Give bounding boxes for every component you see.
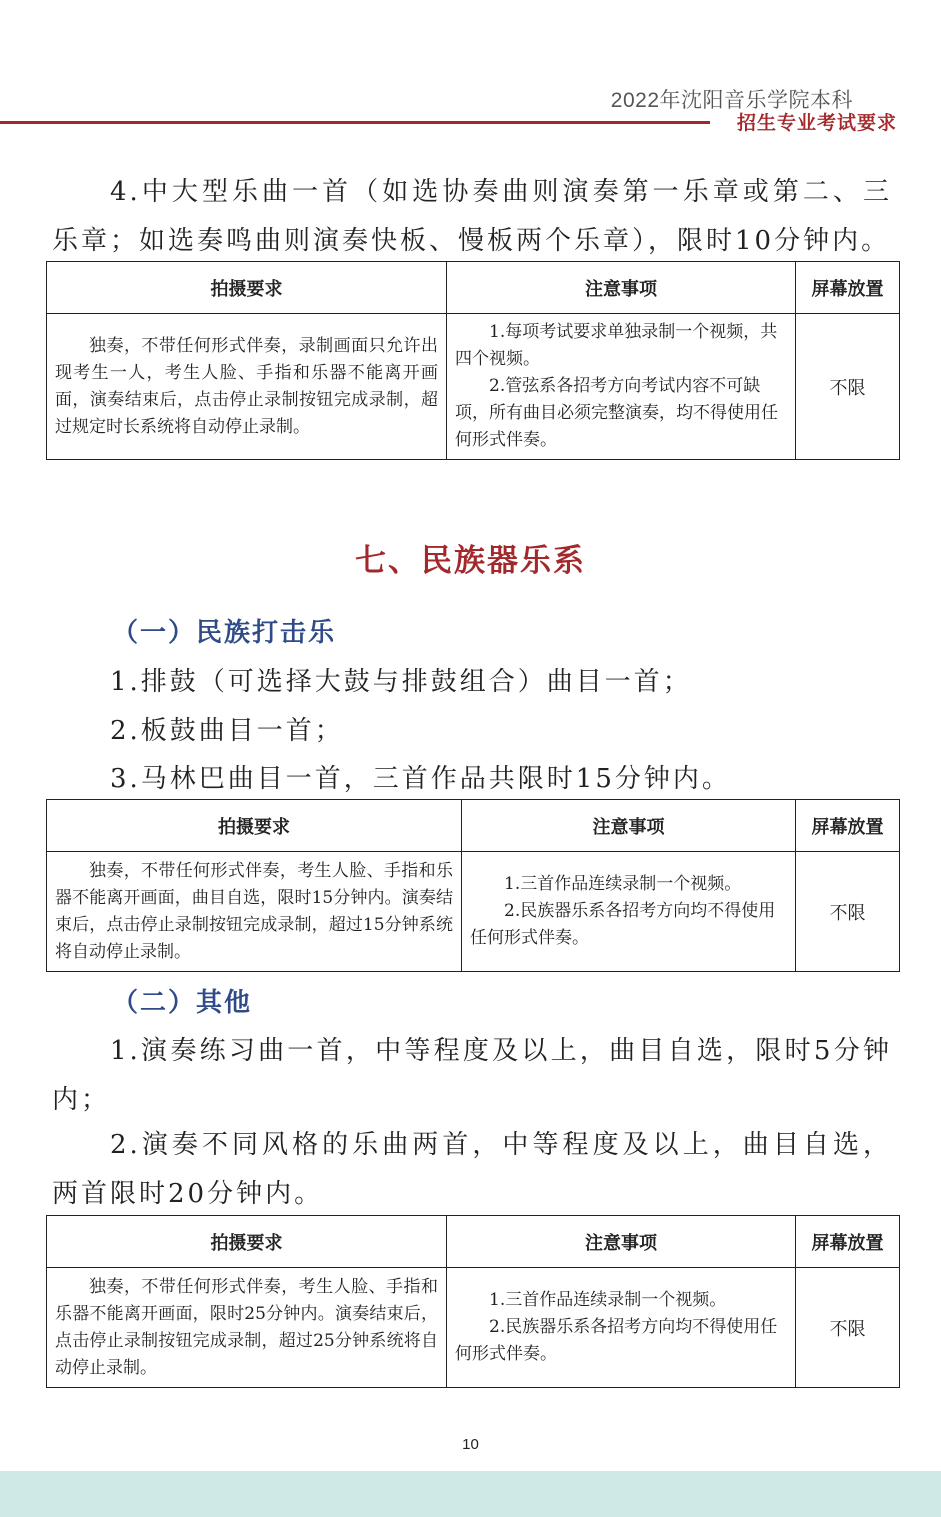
header-notes: 注意事项 (462, 800, 796, 852)
header-screen: 屏幕放置 (796, 1216, 900, 1268)
list-item-text: 1.演奏练习曲一首，中等程度及以上，曲目自选，限时5分钟内； (52, 1036, 892, 1115)
subsection-title-other: （二）其他 (112, 988, 253, 1018)
intro-paragraph (52, 168, 892, 266)
note-item: 2.民族器乐系各招考方向均不得使用任何形式伴奏。 (455, 1317, 778, 1364)
note-item: 1.三首作品连续录制一个视频。 (504, 874, 742, 894)
list-item-text: 1.排鼓（可选择大鼓与排鼓组合）曲目一首； (110, 667, 692, 697)
table-row (47, 314, 900, 460)
shooting-requirements: 独奏，不带任何形式伴奏，考生人脸、手指和乐器不能离开画面，限时25分钟内。演奏结束后，点击停止录制按钮完成录制，超过25分钟系统将自动停止录制。 (47, 1268, 447, 1388)
requirements-table-3 (46, 1215, 900, 1388)
requirements-table-2 (46, 799, 900, 972)
list-item (52, 755, 892, 804)
intro-text: 4.中大型乐曲一首（如选协奏曲则演奏第一乐章或第二、三乐章；如选奏鸣曲则演奏快板、慢板两个乐章），限时10分钟内。 (52, 177, 892, 256)
list-item (52, 658, 892, 707)
shooting-requirements: 独奏，不带任何形式伴奏，录制画面只允许出现考生一人，考生人脸、手指和乐器不能离开画面，演奏结束后，点击停止录制按钮完成录制，超过规定时长系统将自动停止录制。 (47, 314, 447, 460)
list-item (52, 707, 892, 756)
table-header-row (47, 1216, 900, 1268)
note-item: 2.民族器乐系各招考方向均不得使用任何形式伴奏。 (470, 901, 776, 948)
list-item (52, 1121, 892, 1219)
screen-placement: 不限 (796, 1268, 900, 1388)
list-item (52, 1027, 892, 1125)
table-row (47, 852, 900, 972)
footer-band (0, 1471, 941, 1517)
notes-cell (447, 1268, 796, 1388)
header-divider (0, 121, 710, 124)
header-shooting: 拍摄要求 (47, 800, 462, 852)
screen-placement: 不限 (796, 852, 900, 972)
note-item: 1.三首作品连续录制一个视频。 (489, 1290, 727, 1310)
subsection-title-percussion: （一）民族打击乐 (112, 618, 337, 648)
header-screen: 屏幕放置 (796, 262, 900, 314)
requirements-table-1 (46, 261, 900, 460)
list-item-text: 2.板鼓曲目一首； (110, 716, 344, 746)
page-number: 10 (462, 1436, 479, 1453)
table-header-row (47, 800, 900, 852)
header-shooting: 拍摄要求 (47, 1216, 447, 1268)
header-shooting: 拍摄要求 (47, 262, 447, 314)
notes-cell (447, 314, 796, 460)
notes-cell (462, 852, 796, 972)
screen-placement: 不限 (796, 314, 900, 460)
shooting-requirements: 独奏，不带任何形式伴奏，考生人脸、手指和乐器不能离开画面，曲目自选，限时15分钟内。演奏结束后，点击停止录制按钮完成录制，超过15分钟系统将自动停止录制。 (47, 852, 462, 972)
header-notes: 注意事项 (447, 262, 796, 314)
note-item: 1.每项考试要求单独录制一个视频，共四个视频。 (455, 322, 778, 369)
list-item-text: 3.马林巴曲目一首，三首作品共限时15分钟内。 (110, 764, 731, 794)
header-title: 招生专业考试要求 (736, 112, 897, 134)
list-item-text: 2.演奏不同风格的乐曲两首，中等程度及以上，曲目自选，两首限时20分钟内。 (52, 1130, 892, 1209)
table-header-row (47, 262, 900, 314)
header-notes: 注意事项 (447, 1216, 796, 1268)
header-screen: 屏幕放置 (796, 800, 900, 852)
table-row (47, 1268, 900, 1388)
header-subtitle: 2022年沈阳音乐学院本科 (610, 89, 853, 112)
note-item: 2.管弦系各招考方向考试内容不可缺项，所有曲目必须完整演奏，均不得使用任何形式伴奏。 (455, 376, 778, 450)
section-title: 七、民族器乐系 (355, 543, 586, 579)
